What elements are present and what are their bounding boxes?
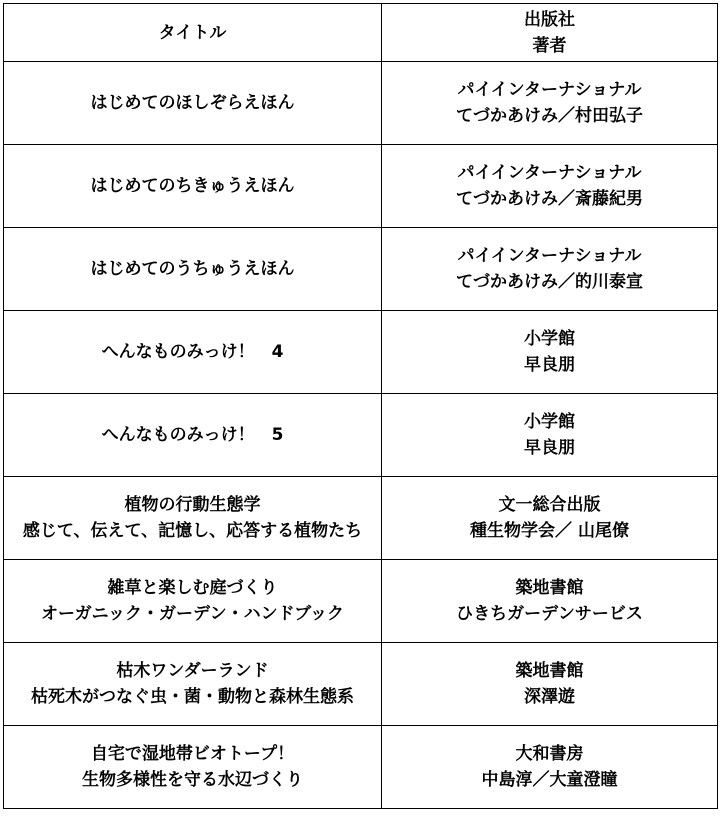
publisher-name: パイインターナショナル — [457, 246, 642, 266]
author-name: てづかあけみ／的川泰宣 — [456, 272, 643, 292]
author-name: ひきちガーデンサービス — [456, 604, 643, 624]
publisher-author-cell — [382, 477, 718, 560]
publisher-name: パイインターナショナル — [457, 80, 642, 100]
author-name: 早良朋 — [524, 438, 575, 458]
publisher-header-label: 出版社 — [524, 9, 575, 30]
publisher-name: 大和書房 — [515, 744, 584, 764]
publisher-name: 築地書館 — [515, 661, 584, 681]
table-row — [4, 643, 718, 726]
author-header-label: 著者 — [532, 35, 567, 56]
title-header-label: タイトル — [158, 22, 227, 43]
publisher-name: 文一総合出版 — [498, 495, 601, 515]
book-title: へんなものみっけ！ 5 — [101, 425, 284, 445]
table-row — [4, 311, 718, 394]
title-cell — [4, 311, 382, 394]
book-subtitle: オーガニック・ガーデン・ハンドブック — [41, 604, 344, 624]
author-name: 早良朋 — [524, 355, 575, 375]
title-cell — [4, 228, 382, 311]
table-row — [4, 394, 718, 477]
book-title: 植物の行動生態学 — [124, 495, 261, 515]
table-row — [4, 145, 718, 228]
title-column-header — [4, 4, 382, 62]
title-cell — [4, 394, 382, 477]
book-subtitle: 生物多様性を守る水辺づくり — [82, 770, 303, 790]
author-name: てづかあけみ／斎藤紀男 — [456, 189, 643, 209]
book-title: へんなものみっけ！ 4 — [101, 342, 284, 362]
title-cell — [4, 145, 382, 228]
book-title: はじめてのうちゅうえほん — [90, 259, 295, 279]
book-title: 雑草と楽しむ庭づくり — [107, 578, 278, 598]
author-name: 中島淳／大童澄瞳 — [481, 770, 618, 790]
publisher-author-cell — [382, 62, 718, 145]
book-subtitle: 感じて、伝えて、記憶し、応答する植物たち — [22, 521, 363, 541]
book-title: 枯木ワンダーランド — [116, 661, 269, 681]
book-title: はじめてのちきゅうえほん — [90, 176, 295, 196]
book-list-table — [3, 3, 718, 809]
book-title: はじめてのほしぞらえほん — [90, 93, 295, 113]
title-cell — [4, 643, 382, 726]
title-cell — [4, 477, 382, 560]
publisher-name: パイインターナショナル — [457, 163, 642, 183]
table-row — [4, 62, 718, 145]
title-cell — [4, 560, 382, 643]
table-row — [4, 560, 718, 643]
publisher-author-cell — [382, 228, 718, 311]
author-name: 深澤遊 — [524, 687, 575, 707]
publisher-author-cell — [382, 643, 718, 726]
table-row — [4, 726, 718, 809]
publisher-name: 築地書館 — [515, 578, 584, 598]
author-name: てづかあけみ／村田弘子 — [456, 106, 643, 126]
table-body — [4, 62, 718, 809]
author-name: 種生物学会／ 山尾僚 — [470, 521, 629, 541]
table-row — [4, 228, 718, 311]
publisher-author-cell — [382, 560, 718, 643]
table-header-row — [4, 4, 718, 62]
publisher-author-cell — [382, 145, 718, 228]
publisher-name: 小学館 — [524, 329, 575, 349]
book-title: 自宅で湿地帯ビオトープ！ — [90, 744, 295, 764]
title-cell — [4, 62, 382, 145]
publisher-author-column-header — [382, 4, 718, 62]
table-row — [4, 477, 718, 560]
book-subtitle: 枯死木がつなぐ虫・菌・動物と森林生態系 — [31, 687, 354, 707]
publisher-author-cell — [382, 394, 718, 477]
publisher-name: 小学館 — [524, 412, 575, 432]
publisher-author-cell — [382, 311, 718, 394]
title-cell — [4, 726, 382, 809]
publisher-author-cell — [382, 726, 718, 809]
